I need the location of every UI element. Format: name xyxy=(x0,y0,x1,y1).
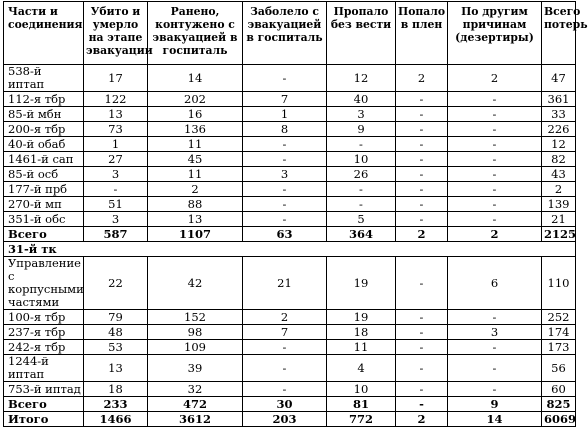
table-row xyxy=(4,310,576,325)
unit-name-cell: 177-й прб xyxy=(4,182,84,197)
value-cell: - xyxy=(448,122,542,137)
value-cell: - xyxy=(243,340,327,355)
value-cell: 364 xyxy=(327,227,396,242)
value-cell: - xyxy=(243,212,327,227)
value-cell: 40 xyxy=(327,92,396,107)
value-cell: 10 xyxy=(327,152,396,167)
value-cell: - xyxy=(243,152,327,167)
value-cell: 13 xyxy=(84,355,148,382)
value-cell: 88 xyxy=(148,197,243,212)
value-cell: 2 xyxy=(148,182,243,197)
value-cell: - xyxy=(448,197,542,212)
unit-name-cell: 112-я тбр xyxy=(4,92,84,107)
value-cell: - xyxy=(448,92,542,107)
value-cell: 152 xyxy=(148,310,243,325)
value-cell: 2 xyxy=(448,65,542,92)
value-cell: 47 xyxy=(542,65,576,92)
value-cell: - xyxy=(448,355,542,382)
table-row xyxy=(4,257,576,310)
value-cell: 30 xyxy=(243,397,327,412)
value-cell: 252 xyxy=(542,310,576,325)
value-cell: - xyxy=(396,257,448,310)
value-cell: 18 xyxy=(327,325,396,340)
subtotal-row xyxy=(4,397,576,412)
value-cell: - xyxy=(327,137,396,152)
value-cell: 98 xyxy=(148,325,243,340)
table-row xyxy=(4,92,576,107)
value-cell: - xyxy=(396,382,448,397)
value-cell: 14 xyxy=(448,412,542,427)
value-cell: 1 xyxy=(84,137,148,152)
value-cell: - xyxy=(396,137,448,152)
value-cell: - xyxy=(396,182,448,197)
value-cell: - xyxy=(396,107,448,122)
value-cell: 73 xyxy=(84,122,148,137)
unit-name-cell: Итого xyxy=(4,412,84,427)
table-row xyxy=(4,325,576,340)
unit-name-cell: 40-й обаб xyxy=(4,137,84,152)
value-cell: 56 xyxy=(542,355,576,382)
value-cell: - xyxy=(396,325,448,340)
value-cell: 12 xyxy=(542,137,576,152)
value-cell: - xyxy=(448,382,542,397)
value-cell: 472 xyxy=(148,397,243,412)
value-cell: - xyxy=(243,355,327,382)
unit-name-cell: Всего xyxy=(4,227,84,242)
value-cell: 2 xyxy=(448,227,542,242)
unit-name-cell: 753-й иптад xyxy=(4,382,84,397)
value-cell: 110 xyxy=(542,257,576,310)
unit-name-cell: 1461-й сап xyxy=(4,152,84,167)
value-cell: 8 xyxy=(243,122,327,137)
value-cell: 11 xyxy=(148,167,243,182)
value-cell: 13 xyxy=(148,212,243,227)
value-cell: 22 xyxy=(84,257,148,310)
value-cell: - xyxy=(396,310,448,325)
value-cell: - xyxy=(243,182,327,197)
value-cell: 173 xyxy=(542,340,576,355)
value-cell: - xyxy=(243,137,327,152)
value-cell: 136 xyxy=(148,122,243,137)
value-cell: 3 xyxy=(448,325,542,340)
value-cell: 2 xyxy=(396,227,448,242)
value-cell: 202 xyxy=(148,92,243,107)
value-cell: - xyxy=(327,197,396,212)
table-row xyxy=(4,182,576,197)
value-cell: 3 xyxy=(327,107,396,122)
subtotal-row xyxy=(4,227,576,242)
value-cell: - xyxy=(448,212,542,227)
value-cell: 2 xyxy=(396,412,448,427)
value-cell: - xyxy=(396,212,448,227)
value-cell: 26 xyxy=(327,167,396,182)
header-other: По другим причинам (дезертиры) xyxy=(448,2,542,65)
unit-name-cell: 351-й обс xyxy=(4,212,84,227)
value-cell: 21 xyxy=(243,257,327,310)
table-row xyxy=(4,122,576,137)
value-cell: 18 xyxy=(84,382,148,397)
value-cell: 27 xyxy=(84,152,148,167)
unit-name-cell: 1244-й иптап xyxy=(4,355,84,382)
value-cell: 233 xyxy=(84,397,148,412)
table-row xyxy=(4,65,576,92)
value-cell: 13 xyxy=(84,107,148,122)
table-row xyxy=(4,382,576,397)
value-cell: 81 xyxy=(327,397,396,412)
value-cell: 17 xyxy=(84,65,148,92)
value-cell: - xyxy=(84,182,148,197)
value-cell: 53 xyxy=(84,340,148,355)
header-captured: Попало в плен xyxy=(396,2,448,65)
value-cell: 3 xyxy=(84,212,148,227)
value-cell: 3612 xyxy=(148,412,243,427)
value-cell: 43 xyxy=(542,167,576,182)
value-cell: 3 xyxy=(243,167,327,182)
grand-total-row xyxy=(4,412,576,427)
section-label: 31-й тк xyxy=(4,242,576,257)
value-cell: 42 xyxy=(148,257,243,310)
value-cell: 14 xyxy=(148,65,243,92)
value-cell: - xyxy=(396,397,448,412)
unit-name-cell: 85-й осб xyxy=(4,167,84,182)
table-row xyxy=(4,197,576,212)
value-cell: 9 xyxy=(448,397,542,412)
value-cell: 772 xyxy=(327,412,396,427)
unit-name-cell: Управление с корпусными частями xyxy=(4,257,84,310)
value-cell: 825 xyxy=(542,397,576,412)
value-cell: - xyxy=(327,182,396,197)
value-cell: 82 xyxy=(542,152,576,167)
value-cell: 109 xyxy=(148,340,243,355)
value-cell: - xyxy=(448,137,542,152)
unit-name-cell: 237-я тбр xyxy=(4,325,84,340)
unit-name-cell: 85-й мбн xyxy=(4,107,84,122)
value-cell: 6 xyxy=(448,257,542,310)
value-cell: - xyxy=(396,355,448,382)
value-cell: - xyxy=(396,92,448,107)
value-cell: - xyxy=(396,197,448,212)
value-cell: - xyxy=(243,65,327,92)
value-cell: 7 xyxy=(243,325,327,340)
table-row xyxy=(4,340,576,355)
header-killed: Убито и умерло на этапе эвакуации xyxy=(84,2,148,65)
value-cell: 5 xyxy=(327,212,396,227)
unit-name-cell: 270-й мп xyxy=(4,197,84,212)
value-cell: 6069 xyxy=(542,412,576,427)
unit-name-cell: 242-я тбр xyxy=(4,340,84,355)
value-cell: 122 xyxy=(84,92,148,107)
value-cell: 9 xyxy=(327,122,396,137)
unit-name-cell: 100-я тбр xyxy=(4,310,84,325)
value-cell: 19 xyxy=(327,310,396,325)
value-cell: 1107 xyxy=(148,227,243,242)
value-cell: - xyxy=(448,310,542,325)
value-cell: 39 xyxy=(148,355,243,382)
table-row xyxy=(4,355,576,382)
losses-table xyxy=(3,1,588,427)
value-cell: 16 xyxy=(148,107,243,122)
value-cell: 21 xyxy=(542,212,576,227)
header-units: Части и соединения xyxy=(4,2,84,65)
value-cell: 32 xyxy=(148,382,243,397)
value-cell: 33 xyxy=(542,107,576,122)
value-cell: - xyxy=(243,197,327,212)
value-cell: 1466 xyxy=(84,412,148,427)
value-cell: - xyxy=(243,382,327,397)
header-total: Всего потерь xyxy=(542,2,576,65)
table-row xyxy=(4,212,576,227)
value-cell: 4 xyxy=(327,355,396,382)
value-cell: 51 xyxy=(84,197,148,212)
table-row xyxy=(4,137,576,152)
table-row xyxy=(4,152,576,167)
unit-name-cell: Всего xyxy=(4,397,84,412)
value-cell: 226 xyxy=(542,122,576,137)
value-cell: - xyxy=(448,167,542,182)
unit-name-cell: 538-й иптап xyxy=(4,65,84,92)
value-cell: - xyxy=(448,152,542,167)
value-cell: 1 xyxy=(243,107,327,122)
value-cell: 2 xyxy=(542,182,576,197)
value-cell: 3 xyxy=(84,167,148,182)
value-cell: 45 xyxy=(148,152,243,167)
value-cell: - xyxy=(396,167,448,182)
value-cell: 63 xyxy=(243,227,327,242)
header-wounded: Ранено, контужено с эвакуацией в госпиталь xyxy=(148,2,243,65)
header-missing: Пропало без вести xyxy=(327,2,396,65)
value-cell: 7 xyxy=(243,92,327,107)
header-row xyxy=(4,2,576,65)
value-cell: - xyxy=(448,340,542,355)
value-cell: 10 xyxy=(327,382,396,397)
value-cell: 2125 xyxy=(542,227,576,242)
value-cell: 79 xyxy=(84,310,148,325)
value-cell: - xyxy=(396,122,448,137)
section-row xyxy=(4,242,576,257)
table-row xyxy=(4,167,576,182)
value-cell: - xyxy=(448,107,542,122)
unit-name-cell: 200-я тбр xyxy=(4,122,84,137)
value-cell: - xyxy=(396,152,448,167)
value-cell: - xyxy=(396,340,448,355)
value-cell: 11 xyxy=(148,137,243,152)
value-cell: 361 xyxy=(542,92,576,107)
value-cell: 203 xyxy=(243,412,327,427)
value-cell: - xyxy=(448,182,542,197)
value-cell: 587 xyxy=(84,227,148,242)
value-cell: 2 xyxy=(243,310,327,325)
value-cell: 2 xyxy=(396,65,448,92)
value-cell: 60 xyxy=(542,382,576,397)
value-cell: 19 xyxy=(327,257,396,310)
value-cell: 11 xyxy=(327,340,396,355)
value-cell: 12 xyxy=(327,65,396,92)
header-sick: Заболело с эвакуацией в госпиталь xyxy=(243,2,327,65)
table-row xyxy=(4,107,576,122)
value-cell: 174 xyxy=(542,325,576,340)
value-cell: 48 xyxy=(84,325,148,340)
value-cell: 139 xyxy=(542,197,576,212)
